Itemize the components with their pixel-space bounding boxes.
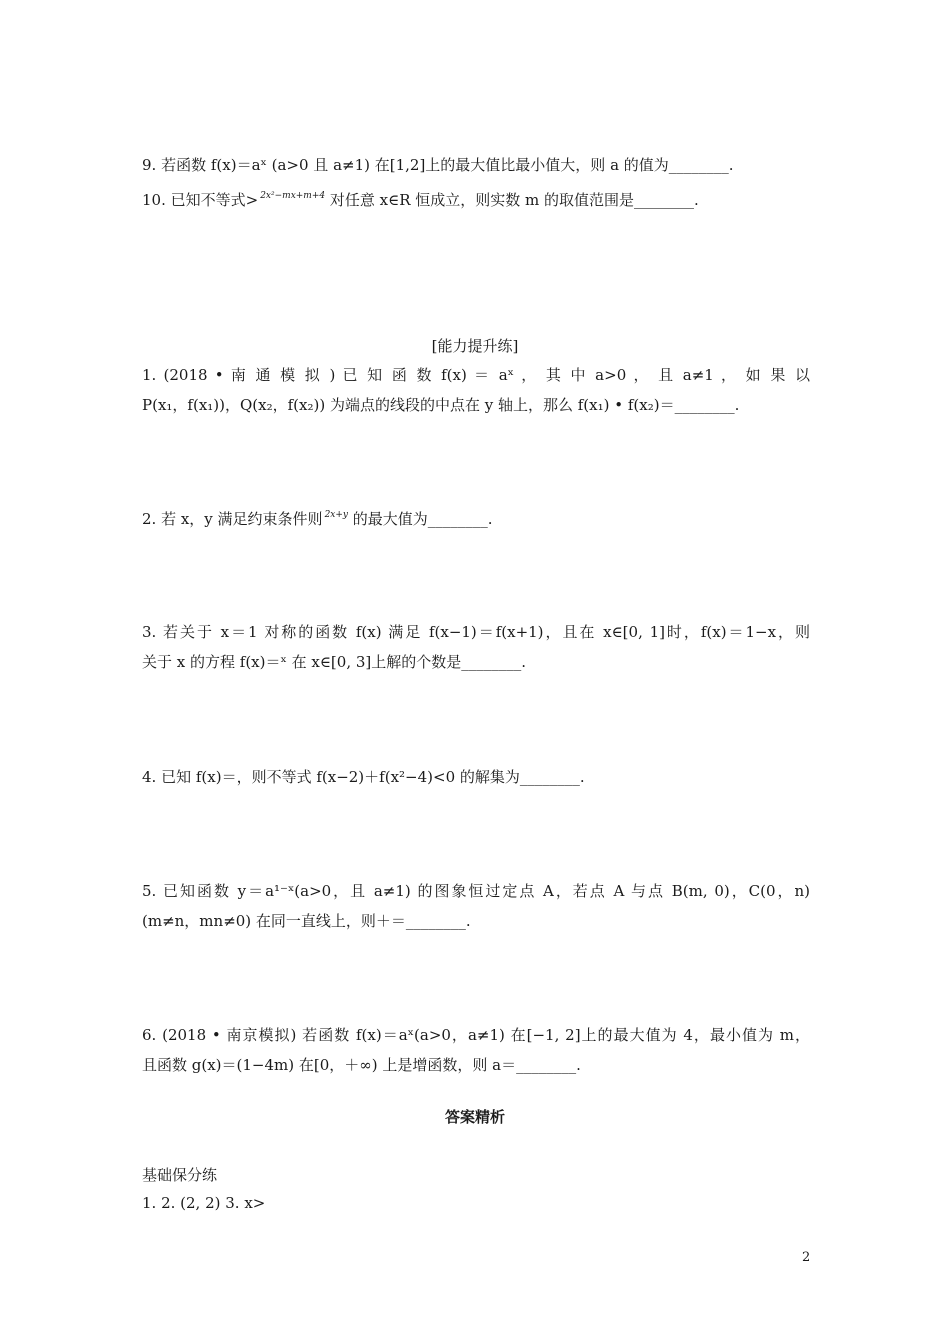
problem-2 <box>142 508 493 533</box>
problem-2-text-start: 2. 若 x，y 满足约束条件则 <box>142 510 323 528</box>
problem-1-line-2: P(x₁，f(x₁))，Q(x₂，f(x₂)) 为端点的线段的中点在 y 轴上，那么 f(x₁) • f(x₂)＝________. <box>142 396 740 414</box>
question-10-exponent: 2x²−mx+m+4 <box>260 191 326 201</box>
problem-3-line-2: 关于 x 的方程 f(x)＝ˣ 在 x∈[0, 3]上解的个数是________. <box>142 653 527 671</box>
answer-list: 1. 2. (2, 2) 3. x> <box>142 1194 266 1212</box>
problem-5-line-2: (m≠n，mn≠0) 在同一直线上，则＋＝________. <box>142 912 471 930</box>
problem-2-exponent: 2x+y <box>324 510 348 520</box>
basic-title: 基础保分练 <box>142 1166 218 1184</box>
problem-1-line-1: 1. (2018 • 南 通 模 拟 ) 已 知 函 数 f(x) ＝ aˣ ， 其 中 a>0 ， 且 a≠1 ， 如 果 以 <box>142 366 810 384</box>
question-10-text-end: 对任意 x∈R 恒成立，则实数 m 的取值范围是________. <box>325 191 699 209</box>
question-9: 9. 若函数 f(x)＝aˣ (a>0 且 a≠1) 在[1,2]上的最大值比最小值大，则 a 的值为________. <box>142 156 734 174</box>
question-10 <box>142 189 699 214</box>
question-10-text-start: 10. 已知不等式> <box>142 191 259 209</box>
page-number: 2 <box>802 1250 811 1265</box>
answer-title: 答案精析 <box>444 1108 505 1126</box>
problem-4: 4. 已知 f(x)＝，则不等式 f(x−2)＋f(x²−4)<0 的解集为________. <box>142 768 585 786</box>
problem-6-line-2: 且函数 g(x)＝(1−4m) 在[0，＋∞) 上是增函数，则 a＝________. <box>142 1056 581 1074</box>
problem-3-line-1: 3. 若关于 x＝1 对称的函数 f(x) 满足 f(x−1)＝f(x+1)，且在 x∈[0, 1]时，f(x)＝1−x，则 <box>142 623 810 641</box>
problem-5-line-1: 5. 已知函数 y＝a¹⁻ˣ(a>0，且 a≠1) 的图象恒过定点 A，若点 A 与点 B(m, 0)，C(0，n) <box>142 882 810 900</box>
problem-6-line-1: 6. (2018 • 南京模拟) 若函数 f(x)＝aˣ(a>0，a≠1) 在[−1, 2]上的最大值为 4，最小值为 m， <box>142 1026 810 1044</box>
problem-2-text-end: 的最大值为________. <box>348 510 493 528</box>
section-title: [能力提升练] <box>431 337 519 355</box>
